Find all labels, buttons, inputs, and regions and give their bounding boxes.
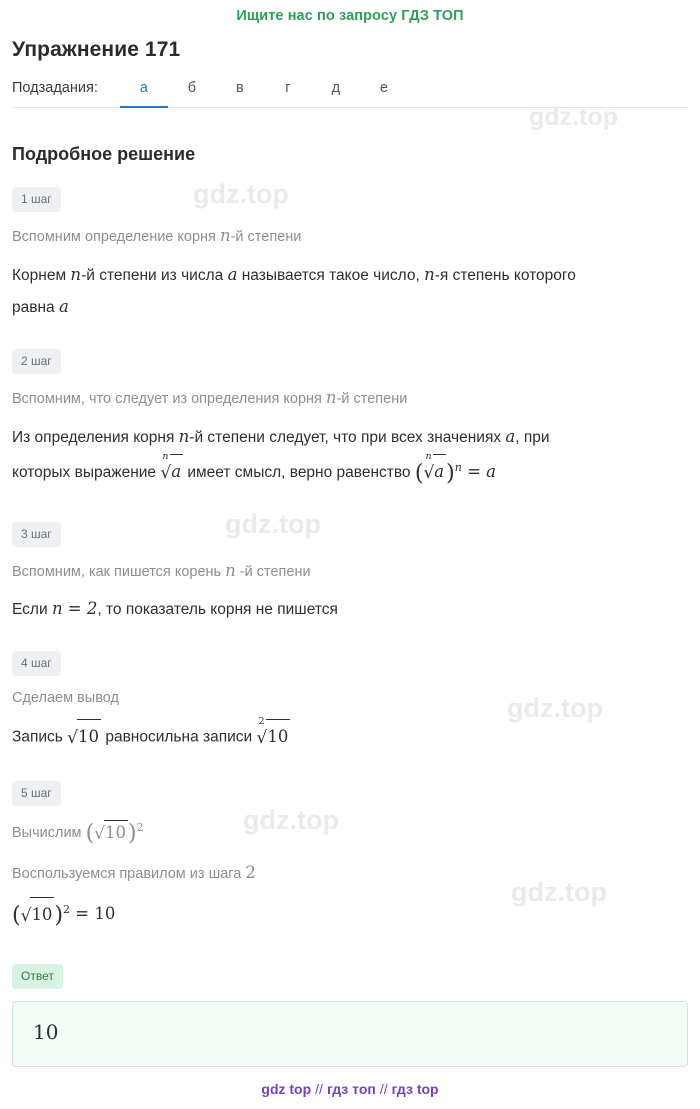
paren-close: ) [128, 821, 137, 847]
math-n: n [70, 264, 82, 284]
step-hint-part: -й степени [336, 391, 408, 407]
math-n: n [424, 264, 435, 284]
text-part: , при [515, 428, 550, 446]
subtasks-tabs [12, 80, 688, 108]
step-body [12, 421, 688, 496]
text-part: Корнем [12, 266, 71, 284]
math-a: a [171, 462, 182, 482]
math-n: n [325, 388, 337, 407]
step-hint [12, 387, 688, 410]
paren-close: ) [446, 460, 455, 486]
text-part: Воспользуемся правилом из шага [12, 865, 246, 882]
footer-link-gdz-top[interactable]: gdz top [261, 1081, 312, 1098]
text-part: имеет смысл, верно равенство [183, 463, 415, 481]
math-equals-10: = 10 [70, 904, 116, 924]
step-hint-part: -й степени [230, 229, 302, 245]
math-a: a [486, 461, 496, 481]
radical-sign: √ [94, 823, 105, 844]
paren-close: ) [54, 903, 64, 929]
step-hint [12, 225, 688, 248]
tab-subtask-e[interactable]: е [379, 80, 388, 96]
text-part: -й степени из числа [81, 266, 228, 284]
step-badge: 1 шаг [12, 187, 61, 212]
watermark: gdz.top [529, 103, 618, 131]
text-part: -я степень которого [434, 266, 576, 284]
footer-link-gdz-top-ru[interactable]: гдз топ [326, 1081, 376, 1098]
watermark: gdz.top [225, 509, 321, 539]
text-part: равносильна записи [101, 728, 257, 746]
watermark: gdz.top [511, 877, 607, 907]
step-badge: 3 шаг [12, 522, 61, 547]
text-part: -й степени следует, что при всех значениях [189, 428, 506, 446]
radical-sign: √ [423, 463, 435, 484]
step-hint-part: Вспомним определение корня [12, 229, 220, 245]
math-10: 10 [267, 727, 289, 747]
step-5 [12, 781, 688, 938]
text-part: Если [12, 601, 52, 619]
math-10: 10 [105, 822, 126, 842]
step-hint-2 [12, 862, 688, 885]
math-a: a [505, 426, 516, 446]
text-part: , то показатель корня не пишется [97, 601, 338, 619]
step-body [12, 716, 688, 755]
tab-subtask-g[interactable]: г [285, 80, 291, 96]
math-sqrt-10 [67, 720, 101, 755]
subtasks-label: Подзадания: [12, 80, 98, 96]
answer-value: 10 [33, 1020, 59, 1045]
step-hint-part: Вспомним, что следует из определения корня [12, 391, 326, 407]
math-nth-root-of-a [423, 451, 446, 490]
math-2nd-root-10 [256, 716, 291, 755]
math-a: a [434, 462, 445, 482]
tab-subtask-d[interactable]: д [331, 80, 341, 96]
watermark: gdz.top [507, 693, 603, 723]
math-n: n [219, 226, 231, 245]
tab-subtask-b[interactable]: б [187, 80, 197, 96]
math-exponent-2: 2 [136, 821, 144, 835]
math-exponent-n: n [454, 460, 462, 474]
answer-box [12, 1001, 688, 1067]
root-index: n [162, 451, 169, 463]
text-part: которых выражение [12, 463, 161, 481]
math-sqrt-10 [21, 898, 55, 933]
text-part: называется такое число, [237, 266, 425, 284]
watermark: gdz.top [243, 805, 339, 835]
footer-separator: // [379, 1081, 388, 1098]
footer-link-gdz-top-mixed[interactable]: гдз top [391, 1081, 439, 1098]
step-hint: Сделаем вывод [12, 690, 119, 707]
math-n-equals-2: n = 2 [51, 599, 98, 619]
math-equals: = [461, 461, 487, 481]
radical-sign: √ [20, 905, 32, 926]
step-hint [12, 560, 688, 583]
answer-badge: Ответ [12, 964, 63, 989]
paren-open: ( [12, 903, 21, 929]
math-exponent-2: 2 [63, 903, 71, 917]
math-sqrt10-squared-equals-10 [12, 903, 116, 929]
text-part: Из определения корня [12, 428, 179, 446]
text-part: Запись [12, 728, 68, 746]
promo-banner: Ищите нас по запросу ГДЗ ТОП [236, 8, 464, 24]
step-2 [12, 349, 688, 496]
root-index: 2 [258, 716, 265, 728]
step-body [12, 593, 688, 625]
footer-separator: // [315, 1081, 323, 1098]
section-title: Подробное решение [12, 144, 196, 164]
step-hint-part: Вспомним, как пишется корень [12, 563, 226, 580]
step-hint-1 [12, 819, 688, 849]
radical-sign: √ [256, 728, 268, 749]
paren-open: ( [85, 821, 95, 847]
page-title: Упражнение 171 [12, 38, 181, 61]
radical-sign: √ [67, 728, 79, 749]
math-a: a [58, 296, 69, 316]
math-a: a [227, 264, 238, 284]
math-n: n [178, 426, 190, 446]
paren-open: ( [414, 460, 424, 486]
tab-subtask-v[interactable]: в [236, 80, 244, 96]
math-10: 10 [78, 727, 100, 747]
root-index: n [425, 451, 432, 463]
step-4 [12, 651, 688, 755]
math-sqrt-10 [94, 821, 128, 846]
math-step-number: 2 [245, 862, 256, 882]
tab-subtask-a[interactable]: а [120, 80, 168, 108]
watermark: gdz.top [193, 179, 289, 209]
math-nth-root-of-a [160, 451, 183, 490]
step-1 [12, 187, 688, 323]
text-part: Вычислим [12, 825, 86, 842]
step-result [12, 895, 688, 938]
math-n: n [225, 560, 236, 580]
footer-links [12, 1081, 688, 1109]
radical-sign: √ [160, 463, 172, 484]
step-body [12, 259, 688, 323]
step-3 [12, 522, 688, 626]
math-10: 10 [31, 904, 53, 924]
step-badge: 2 шаг [12, 349, 61, 374]
math-sqrt10-squared [85, 821, 144, 847]
step-badge: 4 шаг [12, 651, 61, 676]
math-equality-root-power [414, 451, 496, 486]
answer-section [12, 964, 688, 1067]
step-badge: 5 шаг [12, 781, 61, 806]
text-part: равна [12, 298, 59, 316]
step-hint-part: -й степени [235, 563, 311, 580]
